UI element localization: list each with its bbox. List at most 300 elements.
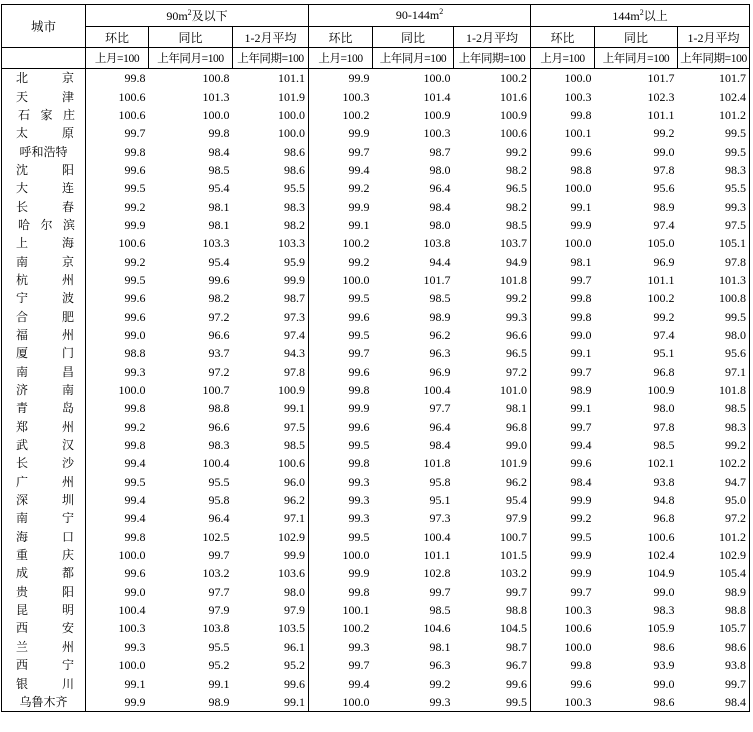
value-cell: 105.9: [647, 621, 675, 636]
value-cell: 100.3: [423, 126, 451, 141]
city-name: [2, 216, 86, 234]
city-name-chars: [4, 106, 83, 124]
city-name-char: 银: [16, 676, 29, 691]
value-cell: 100.0: [423, 71, 451, 86]
value-cell: 100.0: [564, 181, 592, 196]
table-row: [2, 289, 750, 307]
table-row: [2, 473, 750, 491]
value-cell: 98.4: [678, 693, 750, 712]
city-name-chars: [4, 308, 83, 326]
city-name-char: 西: [16, 621, 29, 636]
value-cell: 98.2: [454, 161, 531, 179]
value-cell: 95.6: [678, 344, 750, 362]
value-cell: 102.2: [678, 454, 750, 472]
value-cell: 96.2: [454, 473, 531, 491]
city-name-chars: [4, 88, 83, 106]
value-cell: 101.4: [423, 89, 451, 104]
value-cell: 97.5: [678, 216, 750, 234]
measure-header-mom: 环比: [309, 27, 373, 48]
value-cell: 104.5: [454, 619, 531, 637]
city-name-char: 连: [61, 181, 74, 196]
measure-header-mom: 环比: [531, 27, 595, 48]
value-cell: 105.4: [678, 564, 750, 582]
value-cell: 100.3: [564, 603, 592, 618]
city-name-char: 尔: [40, 217, 53, 232]
value-cell: 99.8: [570, 291, 592, 306]
value-cell: 98.9: [678, 583, 750, 601]
value-cell: 99.2: [454, 142, 531, 160]
city-name-chars: [4, 454, 83, 472]
value-cell: 96.3: [429, 346, 451, 361]
value-cell: 100.6: [233, 454, 309, 472]
value-cell: 100.1: [342, 603, 370, 618]
value-cell: 99.5: [348, 529, 370, 544]
value-cell: 98.6: [678, 638, 750, 656]
city-name-char: 肥: [61, 309, 74, 324]
value-cell: 99.6: [570, 144, 592, 159]
base-header-avg: 上年同期=100: [233, 48, 309, 69]
value-cell: 101.9: [454, 454, 531, 472]
table-row: [2, 693, 750, 712]
value-cell: 100.6: [118, 236, 146, 251]
value-cell: 101.1: [233, 69, 309, 88]
value-cell: 99.7: [429, 584, 451, 599]
value-cell: 100.3: [342, 89, 370, 104]
table-row: [2, 381, 750, 399]
city-name: [2, 509, 86, 527]
table-row: [2, 216, 750, 234]
group-label: 90m: [166, 9, 188, 23]
value-cell: 101.6: [454, 87, 531, 105]
city-name-char: 贵: [16, 584, 29, 599]
value-cell: 95.5: [208, 474, 230, 489]
measure-header-yoy: 同比: [149, 27, 233, 48]
city-name: [2, 436, 86, 454]
value-cell: 99.9: [348, 126, 370, 141]
value-cell: 100.4: [118, 603, 146, 618]
value-cell: 98.0: [429, 217, 451, 232]
table-header: [2, 5, 750, 69]
value-cell: 99.0: [124, 584, 146, 599]
value-cell: 99.9: [233, 546, 309, 564]
city-name-char: 济: [16, 383, 29, 398]
value-cell: 98.9: [429, 309, 451, 324]
value-cell: 97.3: [233, 307, 309, 325]
city-name: [2, 106, 86, 124]
value-cell: 99.9: [86, 693, 149, 712]
value-cell: 99.1: [124, 676, 146, 691]
value-cell: 99.9: [570, 217, 592, 232]
city-name-char: 汉: [61, 438, 74, 453]
value-cell: 100.9: [233, 381, 309, 399]
city-name-chars: [4, 271, 83, 289]
group-label-suffix: 及以下: [191, 9, 228, 23]
value-cell: 99.5: [454, 693, 531, 712]
city-name-char: 家: [40, 107, 53, 122]
table-row: [2, 656, 750, 674]
value-cell: 102.9: [233, 528, 309, 546]
city-name-char: 州: [61, 272, 74, 287]
city-name-chars: [4, 473, 83, 491]
city-name: [2, 289, 86, 307]
group-label-sup: 2: [187, 8, 192, 17]
city-name-char: 南: [16, 254, 29, 269]
city-name-chars: [4, 509, 83, 527]
value-cell: 99.8: [570, 658, 592, 673]
table-row: [2, 436, 750, 454]
value-cell: 100.7: [202, 383, 230, 398]
value-cell: 99.0: [124, 327, 146, 342]
city-name-char: 昆: [16, 603, 29, 618]
value-cell: 99.4: [124, 456, 146, 471]
value-cell: 99.9: [124, 217, 146, 232]
city-name-chars: [4, 179, 83, 197]
value-cell: 99.3: [124, 639, 146, 654]
city-name-char: 州: [61, 419, 74, 434]
value-cell: 99.6: [570, 676, 592, 691]
value-cell: 99.5: [348, 291, 370, 306]
value-cell: 100.0: [564, 71, 592, 86]
table-row: [2, 179, 750, 197]
city-name-chars: [4, 656, 83, 674]
city-name-char: 庄: [62, 107, 75, 122]
city-name-char: 京: [61, 71, 74, 86]
value-cell: 99.2: [124, 419, 146, 434]
value-cell: 101.1: [423, 548, 451, 563]
city-name: [2, 601, 86, 619]
value-cell: 98.5: [208, 162, 230, 177]
value-cell: 95.4: [454, 491, 531, 509]
value-cell: 95.9: [233, 252, 309, 270]
value-cell: 98.7: [454, 638, 531, 656]
value-cell: 98.5: [678, 399, 750, 417]
value-cell: 95.4: [208, 181, 230, 196]
city-name: [2, 363, 86, 381]
city-name-char: 厦: [16, 346, 29, 361]
value-cell: 100.4: [423, 529, 451, 544]
value-cell: 96.6: [208, 419, 230, 434]
city-name-chars: [4, 69, 83, 87]
value-cell: 99.6: [124, 309, 146, 324]
city-name-char: 津: [61, 89, 74, 104]
value-cell: 100.0: [233, 124, 309, 142]
city-name-char: 原: [61, 126, 74, 141]
city-name-chars: [4, 619, 83, 637]
table-row: [2, 564, 750, 582]
value-cell: 99.3: [348, 511, 370, 526]
value-cell: 99.6: [124, 162, 146, 177]
value-cell: 97.4: [653, 327, 675, 342]
value-cell: 99.8: [208, 126, 230, 141]
value-cell: 101.7: [647, 71, 675, 86]
measure-header-yoy: 同比: [595, 27, 678, 48]
value-cell: 97.8: [233, 363, 309, 381]
value-cell: 103.6: [233, 564, 309, 582]
group-header-large: [531, 5, 750, 27]
value-cell: 95.4: [208, 254, 230, 269]
value-cell: 96.2: [233, 491, 309, 509]
value-cell: 98.3: [208, 438, 230, 453]
value-cell: 99.5: [348, 438, 370, 453]
city-name: [2, 674, 86, 692]
city-name-char: 西: [16, 658, 29, 673]
value-cell: 95.8: [208, 493, 230, 508]
value-cell: 94.4: [429, 254, 451, 269]
value-cell: 98.4: [429, 438, 451, 453]
header-row-measures: [2, 27, 750, 48]
group-label-suffix: 以上: [643, 9, 668, 23]
value-cell: 99.3: [373, 693, 454, 712]
value-cell: 101.3: [202, 89, 230, 104]
value-cell: 98.2: [454, 197, 531, 215]
table-row: [2, 491, 750, 509]
value-cell: 101.0: [454, 381, 531, 399]
value-cell: 99.2: [429, 676, 451, 691]
value-cell: 99.4: [348, 676, 370, 691]
value-cell: 102.3: [647, 89, 675, 104]
value-cell: 99.2: [678, 436, 750, 454]
table-row: [2, 363, 750, 381]
city-name-chars: [4, 418, 83, 436]
city-name-char: 口: [61, 529, 74, 544]
city-name-chars: [4, 546, 83, 564]
city-name-char: 天: [16, 89, 29, 104]
city-name: [2, 252, 86, 270]
value-cell: 96.5: [454, 179, 531, 197]
value-cell: 100.8: [678, 289, 750, 307]
value-cell: 98.0: [653, 401, 675, 416]
city-name: [2, 454, 86, 472]
value-cell: 99.6: [233, 674, 309, 692]
table-row: [2, 142, 750, 160]
group-header-medium: [309, 5, 531, 27]
value-cell: 95.1: [429, 493, 451, 508]
city-name-char: 杭: [16, 272, 29, 287]
value-cell: 99.5: [678, 307, 750, 325]
value-cell: 99.6: [348, 364, 370, 379]
value-cell: 100.0: [309, 693, 373, 712]
table-row: [2, 124, 750, 142]
value-cell: 99.2: [570, 511, 592, 526]
value-cell: 100.0: [564, 236, 592, 251]
city-name-chars: [4, 638, 83, 656]
value-cell: 99.6: [348, 309, 370, 324]
value-cell: 97.1: [678, 363, 750, 381]
value-cell: 98.8: [124, 346, 146, 361]
value-cell: 99.9: [233, 271, 309, 289]
value-cell: 99.2: [124, 254, 146, 269]
base-header-yoy: 上年同月=100: [373, 48, 454, 69]
value-cell: 100.9: [423, 107, 451, 122]
value-cell: 100.6: [454, 124, 531, 142]
city-name-chars: [4, 601, 83, 619]
city-name-char: 青: [16, 401, 29, 416]
table-row: [2, 271, 750, 289]
base-header-yoy: 上年同月=100: [149, 48, 233, 69]
value-cell: 98.9: [149, 693, 233, 712]
value-cell: 98.5: [653, 438, 675, 453]
value-cell: 97.2: [208, 309, 230, 324]
table-row: [2, 252, 750, 270]
city-name-char: 哈: [18, 217, 31, 232]
value-cell: 99.9: [570, 493, 592, 508]
city-name: [2, 87, 86, 105]
city-name: [2, 473, 86, 491]
value-cell: 99.2: [653, 126, 675, 141]
value-cell: 99.7: [570, 272, 592, 287]
city-name-char: 沈: [16, 162, 29, 177]
value-cell: 95.2: [208, 658, 230, 673]
value-cell: 102.9: [678, 546, 750, 564]
value-cell: 100.2: [342, 107, 370, 122]
header-row-base: [2, 48, 750, 69]
value-cell: 104.6: [423, 621, 451, 636]
value-cell: 96.0: [233, 473, 309, 491]
value-cell: 101.7: [678, 69, 750, 88]
base-header-empty: [2, 48, 86, 69]
city-name-char: 南: [16, 511, 29, 526]
value-cell: 98.1: [208, 199, 230, 214]
value-cell: 98.6: [653, 639, 675, 654]
value-cell: 98.4: [429, 199, 451, 214]
city-name-chars: [4, 124, 83, 142]
group-header-small: [86, 5, 309, 27]
measure-header-avg: 1-2月平均: [678, 27, 750, 48]
value-cell: 99.5: [124, 272, 146, 287]
city-name: [2, 638, 86, 656]
measure-header-avg: 1-2月平均: [233, 27, 309, 48]
value-cell: 94.8: [653, 493, 675, 508]
city-name-char: 川: [61, 676, 74, 691]
value-cell: 99.8: [124, 401, 146, 416]
city-name-chars: [4, 198, 83, 216]
value-cell: 101.1: [647, 107, 675, 122]
header-row-groups: [2, 5, 750, 27]
value-cell: 98.2: [233, 216, 309, 234]
value-cell: 98.1: [208, 217, 230, 232]
measure-header-mom: 环比: [86, 27, 149, 48]
city-name-char: 宁: [61, 511, 74, 526]
city-name-chars: [4, 326, 83, 344]
base-header-avg: 上年同期=100: [678, 48, 750, 69]
value-cell: 101.5: [454, 546, 531, 564]
table-row: [2, 69, 750, 88]
value-cell: 99.4: [570, 438, 592, 453]
city-name: [2, 491, 86, 509]
city-name-char: 岛: [61, 401, 74, 416]
city-name-char: 海: [16, 529, 29, 544]
city-name-char: 都: [61, 566, 74, 581]
value-cell: 98.9: [570, 383, 592, 398]
value-cell: 102.8: [423, 566, 451, 581]
city-name: [2, 564, 86, 582]
city-name-char: 庆: [61, 548, 74, 563]
value-cell: 101.2: [678, 106, 750, 124]
value-cell: 97.2: [208, 364, 230, 379]
value-cell: 99.1: [233, 693, 309, 712]
value-cell: 96.7: [454, 656, 531, 674]
value-cell: 99.2: [454, 289, 531, 307]
value-cell: 99.6: [124, 291, 146, 306]
city-name-char: 南: [16, 364, 29, 379]
city-name-char: 宁: [61, 658, 74, 673]
value-cell: 96.2: [429, 327, 451, 342]
table-row: [2, 161, 750, 179]
city-name-char: 春: [61, 199, 74, 214]
city-name-chars: [4, 363, 83, 381]
value-cell: 98.5: [429, 603, 451, 618]
table-body: [2, 69, 750, 712]
city-name-chars: [4, 161, 83, 179]
value-cell: 100.0: [233, 106, 309, 124]
value-cell: 100.3: [531, 693, 595, 712]
value-cell: 100.6: [647, 529, 675, 544]
table-row: [2, 619, 750, 637]
table-row: [2, 583, 750, 601]
value-cell: 97.3: [429, 511, 451, 526]
table-row: [2, 326, 750, 344]
city-name-char: 南: [61, 383, 74, 398]
measure-header-avg: 1-2月平均: [454, 27, 531, 48]
value-cell: 95.1: [653, 346, 675, 361]
city-name: [2, 381, 86, 399]
value-cell: 98.3: [678, 418, 750, 436]
value-cell: 99.8: [124, 529, 146, 544]
value-cell: 100.4: [423, 383, 451, 398]
value-cell: 99.0: [653, 584, 675, 599]
value-cell: 99.9: [348, 401, 370, 416]
value-cell: 100.0: [118, 658, 146, 673]
value-cell: 99.7: [678, 674, 750, 692]
value-cell: 97.7: [208, 584, 230, 599]
value-cell: 98.3: [653, 603, 675, 618]
value-cell: 103.2: [454, 564, 531, 582]
table-row: [2, 528, 750, 546]
value-cell: 100.2: [454, 69, 531, 88]
value-cell: 101.2: [678, 528, 750, 546]
city-name: [2, 619, 86, 637]
table-row: [2, 638, 750, 656]
value-cell: 100.0: [564, 639, 592, 654]
city-name-char: 沙: [61, 456, 74, 471]
city-name-chars: [4, 289, 83, 307]
value-cell: 97.8: [653, 419, 675, 434]
value-cell: 95.8: [429, 474, 451, 489]
value-cell: 102.1: [647, 456, 675, 471]
value-cell: 95.2: [233, 656, 309, 674]
value-cell: 101.8: [423, 456, 451, 471]
value-cell: 98.8: [208, 401, 230, 416]
value-cell: 99.2: [348, 254, 370, 269]
value-cell: 95.5: [678, 179, 750, 197]
value-cell: 99.9: [348, 199, 370, 214]
value-cell: 96.1: [233, 638, 309, 656]
value-cell: 98.6: [595, 693, 678, 712]
value-cell: 95.6: [653, 181, 675, 196]
value-cell: 96.6: [454, 326, 531, 344]
base-header-yoy: 上年同月=100: [595, 48, 678, 69]
value-cell: 93.8: [653, 474, 675, 489]
value-cell: 99.5: [124, 474, 146, 489]
city-name-char: 武: [16, 438, 29, 453]
city-name-char: 波: [61, 291, 74, 306]
value-cell: 100.2: [342, 621, 370, 636]
value-cell: 98.4: [208, 144, 230, 159]
value-cell: 94.7: [678, 473, 750, 491]
value-cell: 102.4: [678, 87, 750, 105]
value-cell: 100.0: [202, 107, 230, 122]
table-row: [2, 454, 750, 472]
